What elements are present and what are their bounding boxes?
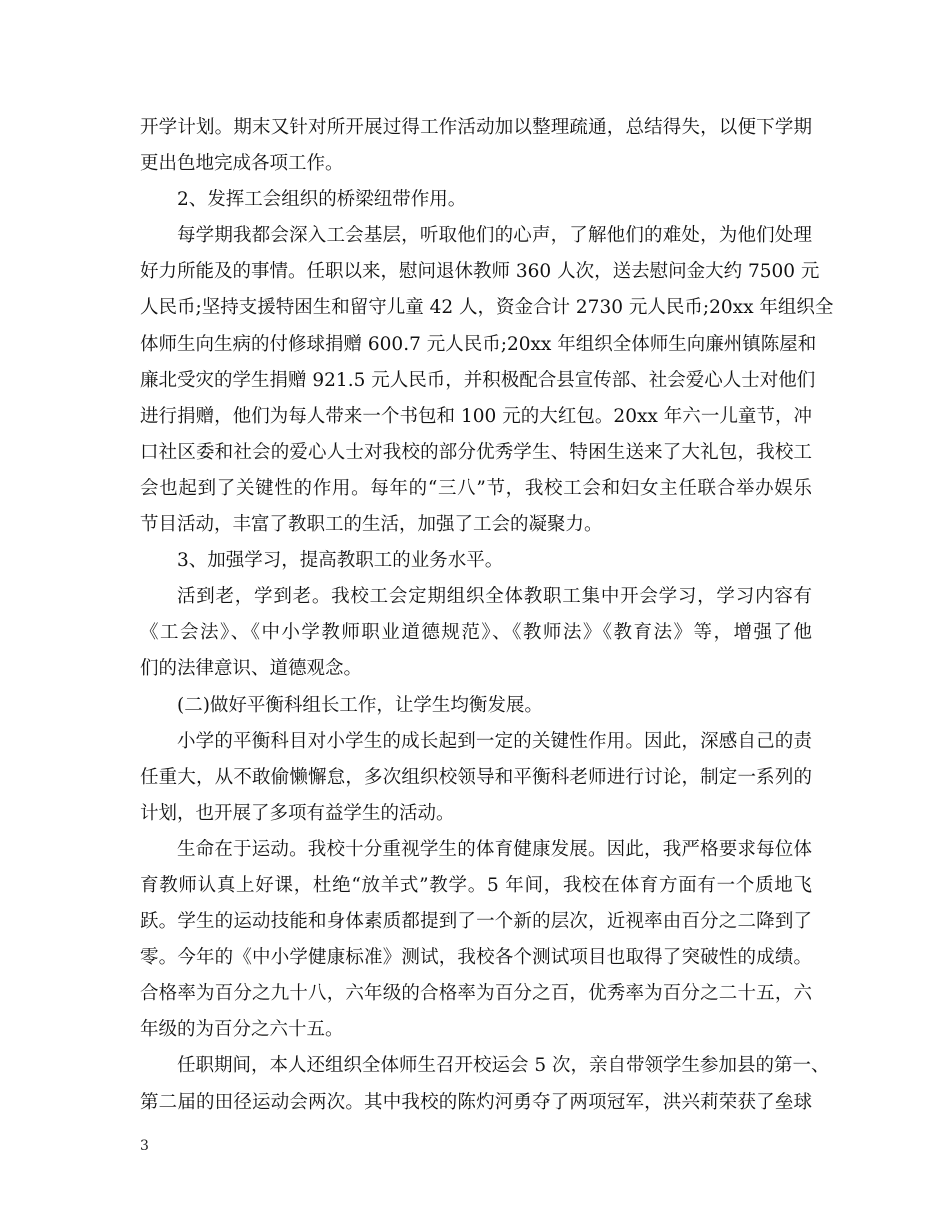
section-heading: (二)做好平衡科组长工作，让学生均衡发展。 xyxy=(177,694,543,716)
text-line: 《工会法》、《中小学教师职业道德规范》、《教师法》《教育法》等，增强了他 xyxy=(140,622,812,644)
text-line: 节目活动，丰富了教职工的生活，加强了工会的凝聚力。 xyxy=(140,514,603,536)
text-line: 廉北受灾的学生捐赠 921.5 元人民币，并积极配合县宣传部、社会爱心人士对他们 xyxy=(140,369,816,391)
text-line: 体师生向生病的付修球捐赠 600.7 元人民币;20xx 年组织全体师生向廉州镇陈屋和 xyxy=(140,333,817,355)
section-heading: 2、发挥工会组织的桥梁纽带作用。 xyxy=(177,189,467,211)
text-line: 任重大，从不敢偷懒懈怠，多次组织校领导和平衡科老师进行讨论，制定一系列的 xyxy=(140,766,812,788)
text-line: 年级的为百分之六十五。 xyxy=(140,1019,344,1041)
text-line: 合格率为百分之九十八，六年级的合格率为百分之百，优秀率为百分之二十五，六 xyxy=(140,983,812,1005)
text-line: 生命在于运动。我校十分重视学生的体育健康发展。因此，我严格要求每位体 xyxy=(177,838,812,860)
text-line: 们的法律意识、道德观念。 xyxy=(140,658,363,680)
text-line: 活到老，学到老。我校工会定期组织全体教职工集中开会学习，学习内容有 xyxy=(177,586,812,608)
section-heading: 3、加强学习，提高教职工的业务水平。 xyxy=(177,550,504,572)
page-number: 3 xyxy=(140,1138,149,1154)
text-line: 每学期我都会深入工会基层，听取他们的心声，了解他们的难处，为他们处理 xyxy=(177,225,812,247)
text-line: 口社区委和社会的爱心人士对我校的部分优秀学生、特困生送来了大礼包，我校工 xyxy=(140,441,812,463)
text-line: 开学计划。期末又针对所开展过得工作活动加以整理疏通，总结得失，以便下学期 xyxy=(140,117,812,138)
text-line: 任职期间，本人还组织全体师生召开校运会 5 次，亲自带领学生参加县的第一、 xyxy=(177,1055,830,1077)
text-line: 小学的平衡科目对小学生的成长起到一定的关键性作用。因此，深感自己的责 xyxy=(177,730,812,752)
text-line: 育教师认真上好课，杜绝“放羊式”教学。5 年间，我校在体育方面有一个质地飞 xyxy=(140,874,812,896)
text-line: 零。今年的《中小学健康标准》测试，我校各个测试项目也取得了突破性的成绩。 xyxy=(140,947,812,969)
text-line: 好力所能及的事情。任职以来，慰问退休教师 360 人次，送去慰问金大约 7500 元 xyxy=(140,261,820,283)
text-line: 跃。学生的运动技能和身体素质都提到了一个新的层次，近视率由百分之二降到了 xyxy=(140,911,812,933)
text-line: 人民币;坚持支援特困生和留守儿童 42 人，资金合计 2730 元人民币;20xx 年组织全 xyxy=(140,297,834,319)
text-line: 更出色地完成各项工作。 xyxy=(140,153,344,175)
document-body xyxy=(140,110,834,1121)
text-line: 会也起到了关键性的作用。每年的“三八”节，我校工会和妇女主任联合举办娱乐 xyxy=(140,477,812,499)
text-line: 第二届的田径运动会两次。其中我校的陈灼河勇夺了两项冠军，洪兴莉荣获了垒球 xyxy=(140,1091,812,1113)
text-line: 进行捐赠，他们为每人带来一个书包和 100 元的大红包。20xx 年六一儿童节，冲 xyxy=(140,405,812,427)
text-line: 计划，也开展了多项有益学生的活动。 xyxy=(140,802,455,824)
